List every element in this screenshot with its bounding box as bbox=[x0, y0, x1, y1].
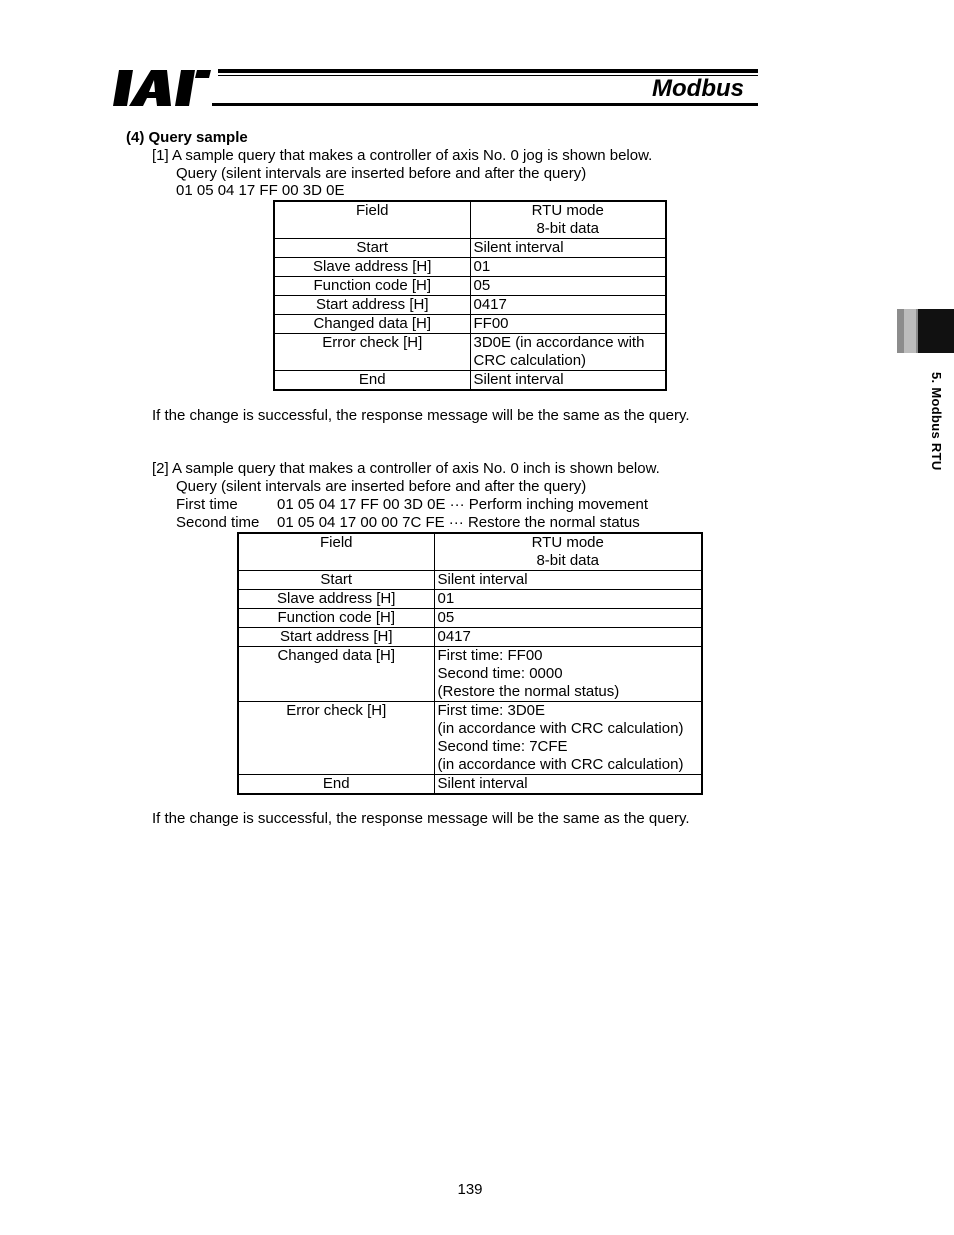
field-cell: Changed data [H] bbox=[238, 647, 434, 702]
section-heading: (4) Query sample bbox=[126, 129, 248, 146]
field-cell: Changed data [H] bbox=[274, 315, 470, 334]
field-cell: Error check [H] bbox=[238, 702, 434, 775]
value-cell: 05 bbox=[434, 609, 702, 628]
part2-first-label: First time bbox=[176, 496, 238, 513]
table-row bbox=[238, 571, 702, 590]
value-cell bbox=[434, 647, 702, 702]
value-cell: Silent interval bbox=[434, 571, 702, 590]
query-table-2 bbox=[237, 532, 703, 795]
header-rtu bbox=[434, 533, 702, 571]
value-line: First time: FF00 bbox=[437, 647, 543, 664]
field-cell: Slave address [H] bbox=[274, 258, 470, 277]
table-row bbox=[238, 775, 702, 795]
page-title: Modbus bbox=[652, 75, 744, 102]
header-rtu-mode: RTU mode bbox=[531, 534, 604, 551]
iai-logo bbox=[113, 68, 213, 108]
side-tab-light bbox=[904, 309, 916, 353]
table-row bbox=[238, 647, 702, 702]
value-line: First time: 3D0E bbox=[437, 702, 546, 719]
field-cell: Start address [H] bbox=[274, 296, 470, 315]
table-row bbox=[274, 315, 666, 334]
table-row bbox=[274, 296, 666, 315]
header-8bit: 8-bit data bbox=[536, 220, 600, 237]
field-cell: Error check [H] bbox=[274, 334, 470, 371]
value-line: (Restore the normal status) bbox=[437, 683, 620, 700]
header-rtu bbox=[470, 201, 666, 239]
table-row bbox=[238, 628, 702, 647]
side-tab-label: 5. Modbus RTU bbox=[929, 372, 944, 471]
field-cell: Start bbox=[274, 239, 470, 258]
table-row bbox=[274, 258, 666, 277]
field-cell: End bbox=[274, 371, 470, 391]
field-cell: Start address [H] bbox=[238, 628, 434, 647]
table-row bbox=[238, 609, 702, 628]
part2-second-label: Second time bbox=[176, 514, 260, 531]
value-cell: 0417 bbox=[470, 296, 666, 315]
part1-intro: [1] A sample query that makes a controller of axis No. 0 jog is shown below. bbox=[152, 147, 653, 164]
page-number: 139 bbox=[457, 1181, 483, 1198]
value-cell: 01 bbox=[470, 258, 666, 277]
value-cell: Silent interval bbox=[470, 371, 666, 391]
field-cell: Function code [H] bbox=[238, 609, 434, 628]
table-row bbox=[274, 277, 666, 296]
header-8bit: 8-bit data bbox=[536, 552, 600, 569]
value-line: (in accordance with CRC calculation) bbox=[437, 720, 684, 737]
field-cell: Slave address [H] bbox=[238, 590, 434, 609]
part1-result: If the change is successful, the response message will be the same as the query. bbox=[152, 407, 690, 424]
value-line: CRC calculation) bbox=[473, 352, 587, 369]
table-row bbox=[238, 702, 702, 775]
table-row bbox=[238, 590, 702, 609]
table-row bbox=[274, 239, 666, 258]
header-field: Field bbox=[274, 201, 470, 239]
part1-bytes: 01 05 04 17 FF 00 3D 0E bbox=[176, 182, 345, 199]
field-cell: Start bbox=[238, 571, 434, 590]
header-field: Field bbox=[238, 533, 434, 571]
table-header-row bbox=[274, 201, 666, 239]
value-line: Second time: 0000 bbox=[437, 665, 563, 682]
value-line: 3D0E (in accordance with bbox=[473, 334, 645, 351]
table-row bbox=[274, 334, 666, 371]
table-header-row bbox=[238, 533, 702, 571]
table-row bbox=[274, 371, 666, 391]
field-cell: End bbox=[238, 775, 434, 795]
value-cell: Silent interval bbox=[470, 239, 666, 258]
part1-note: Query (silent intervals are inserted before and after the query) bbox=[176, 165, 587, 182]
part2-result: If the change is successful, the response message will be the same as the query. bbox=[152, 810, 690, 827]
side-tab-dark bbox=[918, 309, 954, 353]
part2-second-bytes: 01 05 04 17 00 00 7C FE ··· Restore the normal status bbox=[277, 514, 640, 531]
value-cell bbox=[434, 702, 702, 775]
header-rule-top bbox=[218, 69, 758, 73]
field-cell: Function code [H] bbox=[274, 277, 470, 296]
value-line: (in accordance with CRC calculation) bbox=[437, 756, 684, 773]
value-cell: 05 bbox=[470, 277, 666, 296]
part2-note: Query (silent intervals are inserted before and after the query) bbox=[176, 478, 587, 495]
value-cell: 01 bbox=[434, 590, 702, 609]
value-cell: 0417 bbox=[434, 628, 702, 647]
header-rtu-mode: RTU mode bbox=[531, 202, 604, 219]
query-table-1 bbox=[273, 200, 667, 391]
value-line: Second time: 7CFE bbox=[437, 738, 568, 755]
part2-first-bytes: 01 05 04 17 FF 00 3D 0E ··· Perform inching movement bbox=[277, 496, 649, 513]
part2-intro: [2] A sample query that makes a controller of axis No. 0 inch is shown below. bbox=[152, 460, 660, 477]
value-cell: FF00 bbox=[470, 315, 666, 334]
value-cell: Silent interval bbox=[434, 775, 702, 795]
value-cell bbox=[470, 334, 666, 371]
